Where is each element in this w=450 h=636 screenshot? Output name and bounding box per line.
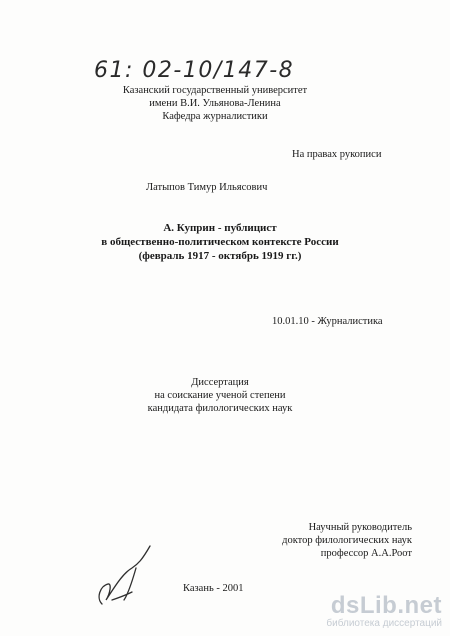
supervisor-degree: доктор филологических наук [282,535,412,546]
supervisor-name: профессор А.А.Роот [320,548,412,559]
catalog-code-text: 61: 02-10/147-8 [94,58,295,83]
university-named-after: имени В.И. Ульянова-Ленина [149,98,281,109]
university-name: Казанский государственный университет [122,85,308,96]
title-line-2: в общественно-политическом контексте России [101,236,339,248]
author-name: Латыпов Тимур Ильясович [146,182,268,193]
rights-note: На правах рукописи [292,149,382,160]
degree-statement [120,376,320,415]
degree-line-2: на соискание ученой степени [154,390,286,401]
department-name: Кафедра журналистики [162,111,268,122]
degree-line-1: Диссертация [191,377,249,388]
handwritten-signature [92,538,162,610]
city-year: Казань - 2001 [183,583,244,594]
title-line-1: А. Куприн - публицист [163,222,277,234]
watermark-logo: dsLib.net [330,592,442,619]
degree-line-3: кандидата филологических наук [147,403,293,414]
watermark-tagline: библиотека диссертаций [326,618,442,629]
supervisor-block [262,521,412,560]
specialty-code: 10.01.10 - Журналистика [272,316,383,327]
supervisor-role: Научный руководитель [308,522,412,533]
university-header [110,84,320,123]
dissertation-title [70,221,370,263]
title-line-3: (февраль 1917 - октябрь 1919 гг.) [138,250,302,262]
watermark [326,594,442,630]
